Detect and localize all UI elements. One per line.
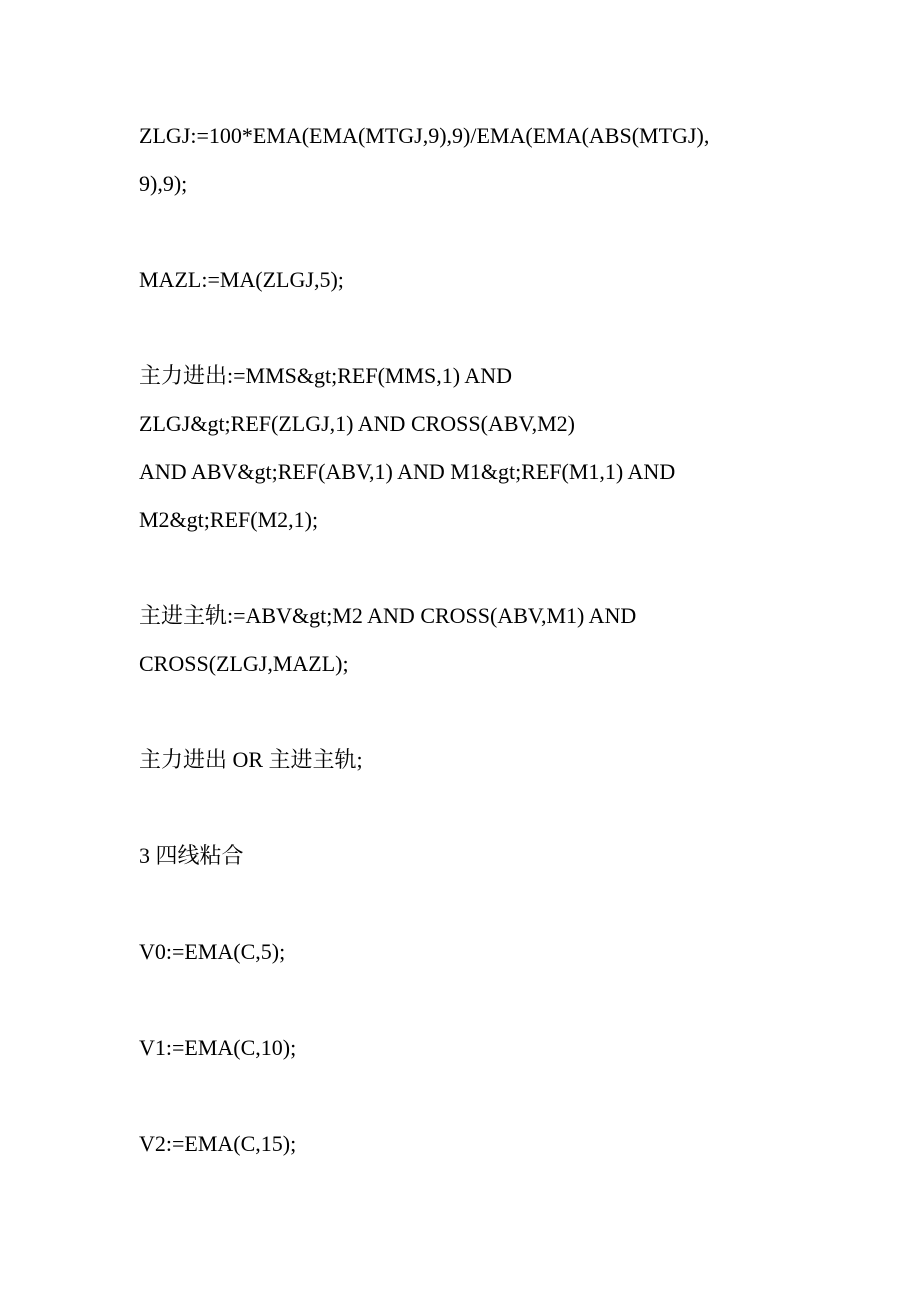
formula-output	[139, 736, 799, 784]
formula-v2	[139, 1120, 799, 1168]
text-line: 主力进出 OR 主进主轨;	[139, 747, 363, 772]
text-line: CROSS(ZLGJ,MAZL);	[139, 651, 349, 676]
text-line: V0:=EMA(C,5);	[139, 939, 286, 964]
text-line: 主进主轨:=ABV&gt;M2 AND CROSS(ABV,M1) AND	[139, 603, 637, 628]
text-line: ZLGJ&gt;REF(ZLGJ,1) AND CROSS(ABV,M2)	[139, 411, 575, 436]
formula-v1	[139, 1024, 799, 1072]
formula-v0	[139, 928, 799, 976]
text-line: 3 四线粘合	[139, 843, 244, 868]
formula-mazl	[139, 256, 799, 304]
formula-main-track	[139, 592, 799, 688]
formula-zlgj	[139, 112, 799, 208]
text-line: M2&gt;REF(M2,1);	[139, 507, 319, 532]
text-line: 主力进出:=MMS&gt;REF(MMS,1) AND	[139, 363, 513, 388]
formula-main-force-in-out	[139, 352, 799, 544]
text-line: ZLGJ:=100*EMA(EMA(MTGJ,9),9)/EMA(EMA(ABS(MTGJ),	[139, 123, 710, 148]
text-line: 9),9);	[139, 171, 188, 196]
text-line: V2:=EMA(C,15);	[139, 1131, 297, 1156]
text-line: V1:=EMA(C,10);	[139, 1035, 297, 1060]
text-line: AND ABV&gt;REF(ABV,1) AND M1&gt;REF(M1,1) AND	[139, 459, 676, 484]
text-line: MAZL:=MA(ZLGJ,5);	[139, 267, 344, 292]
document-body	[139, 112, 799, 1216]
section-heading	[139, 832, 799, 880]
